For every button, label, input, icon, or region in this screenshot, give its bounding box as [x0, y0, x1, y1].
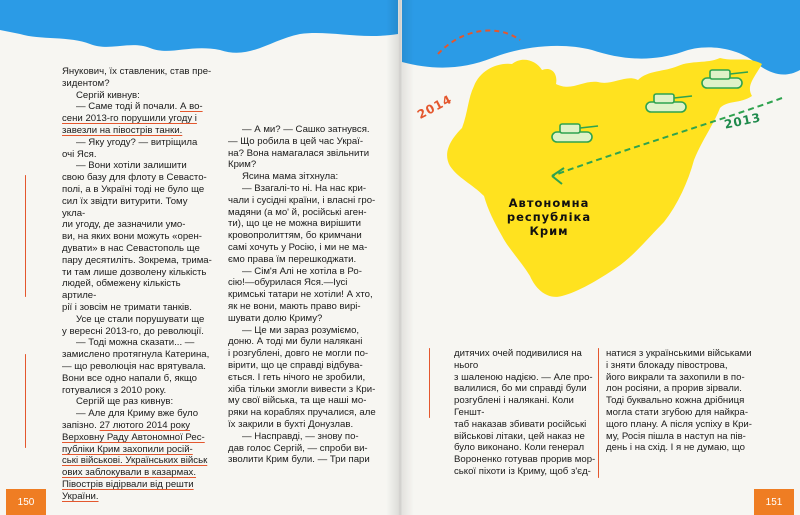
text-line: хіба тільки змогли вивести з Кри-: [228, 383, 376, 395]
text-column-3: [454, 348, 606, 478]
text-line: Тоді буквально кожна дрібниця: [606, 395, 745, 407]
text-line: чали і сусідні країни, і власні гро-: [228, 194, 376, 206]
text-line: вірити, що це справді відбува-: [228, 359, 363, 371]
text-line: Усе це стали порушувати ще: [76, 313, 205, 325]
text-line: ли угоду, де зазначили умо-: [62, 219, 186, 231]
text-column-4: [606, 348, 756, 454]
text-line: людей, обмежену кількість артиле-: [62, 278, 181, 302]
text-line: — А ми? — Сашко затнувся.: [242, 124, 370, 135]
text-line: Вороненко готував прорив мор-: [454, 454, 596, 466]
text-column-2: [228, 124, 378, 466]
text-line: зидентом?: [62, 77, 110, 89]
text-column-1: [62, 66, 212, 502]
text-line: — Тоді можна сказати... —: [76, 337, 195, 349]
year-label-2014: 2014: [414, 92, 455, 122]
text-line: Сергій ще раз кивнув:: [76, 396, 174, 408]
text-line: сил їх звідти витурити. Тому укла-: [62, 195, 188, 219]
text-line: ряки на кораблях пручалися, але: [228, 407, 376, 419]
text-line: свою базу для флоту в Севасто-: [62, 172, 207, 184]
text-line: дав голос Сергій, — спроби ви-: [228, 442, 368, 454]
text-line: розгублені і налякані. Коли Геншт-: [454, 395, 574, 418]
text-line: му, Росія пішла в наступ на пів-: [606, 430, 746, 442]
text-line: готувалися з 2010 року.: [62, 384, 167, 396]
text-line: і розгублені, довго не могли по-: [228, 348, 369, 360]
text-line: Ясина мама зітхнула:: [242, 171, 339, 183]
text-line: доню. А тоді ми були налякані: [228, 336, 363, 348]
map-label-line: Автономна: [508, 196, 590, 210]
text-line: пару десятиліть. Зокрема, трима-: [62, 254, 212, 266]
text-line: валилися, бо ми справді були: [454, 383, 587, 395]
peninsula-shape: [447, 58, 762, 297]
text-line: кримські татари не хотіли! А хто,: [228, 289, 373, 301]
page-number-label: 151: [765, 496, 783, 508]
text-line: замислено протягнула Катерина,: [62, 349, 210, 361]
text-line: ти там лише дозволену кількість: [62, 266, 207, 278]
text-line: самі хочуть у Росію, і ми не ма-: [228, 241, 368, 253]
text-line: дитячих очей подивилися на нього: [454, 348, 582, 371]
text-line: — Але для Криму вже було: [76, 408, 199, 420]
text-line: зволити Крим були. — Три пари: [228, 454, 370, 466]
left-page: [0, 0, 398, 515]
text-line: могла стати згубою для найкра-: [606, 406, 749, 418]
text-line: ється. І геть нічого не зробили,: [228, 371, 366, 383]
text-line: очі Яся.: [62, 148, 97, 160]
text-line: — Сім'я Алі не хотіла в Ро-: [242, 265, 362, 277]
margin-bracket-1: [25, 175, 26, 297]
text-line: публіки Крим захопили росій-: [62, 443, 193, 455]
text-line: ємо права їм перешкоджати.: [228, 253, 357, 265]
text-line: їх закрили в бухті Донузлав.: [228, 418, 354, 430]
text-line: — Що робила в цей час Украї-: [228, 135, 364, 147]
page-number-label: 150: [17, 496, 35, 508]
text-line: — Яку угоду? — витріщила: [76, 136, 198, 148]
text-line: військові літаки, цей наказ не: [454, 430, 585, 442]
text-line: щого плану. А після успіху в Кри-: [606, 418, 752, 430]
map-label-line: республіка: [506, 210, 592, 224]
text-line: як не вони, мають право вирі-: [228, 300, 361, 312]
text-line: сени 2013-го порушили угоду і: [62, 113, 197, 125]
text-line: кровопролиттям, бо кримчани: [228, 230, 362, 242]
text-line: у вересні 2013-го, до революції.: [62, 325, 204, 337]
text-line: лон росіяни, а прорив зірвали.: [606, 383, 742, 395]
text-line: Вони все одно напали б, якщо: [62, 372, 197, 384]
text-line: день і на схід. І я не думаю, що: [606, 442, 746, 454]
text-line: і зняти блокаду півострова,: [606, 359, 728, 371]
text-line: — Це ми зараз розуміємо,: [242, 324, 360, 336]
text-line: — Взагалі-то ні. На нас кри-: [242, 182, 367, 194]
map-region-label: [494, 196, 604, 238]
text-line: — Вони хотіли залишити: [76, 160, 187, 172]
right-page: [402, 0, 800, 515]
text-line: запізно. 27 лютого 2014 року: [62, 419, 191, 431]
text-line: рії і зовсім не тримати танків.: [62, 301, 192, 313]
text-line: му свої війська, та ще наші мо-: [228, 395, 367, 407]
text-line: Верховну Раду Автономної Рес-: [62, 431, 205, 443]
text-line: Сергій кивнув:: [76, 89, 140, 101]
text-line: ти), що це не можна вирішити: [228, 218, 362, 230]
page-number-left: [6, 489, 46, 515]
margin-bracket-3: [429, 348, 430, 418]
text-line: шувати долю Криму?: [228, 312, 323, 324]
text-line: мадяни (а мо' й, російські аген-: [228, 206, 367, 218]
text-line: таб наказав збивати російські: [454, 418, 587, 430]
crimea-map: [402, 0, 800, 340]
text-line: завезли на півострів танки.: [62, 124, 183, 136]
text-line: ські військові. Українських військ: [62, 455, 208, 467]
text-line: Крим?: [228, 159, 257, 171]
sea-splash-left: [0, 0, 398, 70]
margin-bracket-2: [25, 354, 26, 448]
text-line: — Насправді, — знову по-: [242, 430, 359, 442]
text-line: ових заблокували в казармах.: [62, 467, 197, 479]
text-line: Янукович, їх ставленик, став пре-: [62, 66, 212, 77]
text-line: — Саме тоді й почали. А во-: [76, 101, 203, 113]
text-line: його викрали та захопили в по-: [606, 371, 745, 383]
text-line: натися з українськими військами: [606, 348, 752, 359]
text-line: України.: [62, 490, 99, 502]
text-line: на? Вона намагалася звільнити: [228, 147, 370, 159]
text-line: ської піхоти із Криму, щоб з'єд-: [454, 465, 591, 477]
text-line: Півострів відірвали від решти: [62, 478, 194, 490]
text-line: сію!—обурилася Яся.—Іусі: [228, 277, 348, 289]
year-label-2013: 2013: [722, 110, 763, 132]
text-line: полі, а в Україні тоді не було ще: [62, 183, 205, 195]
text-line: дувати» в нас Севастополь ще: [62, 242, 200, 254]
text-line: ви, на яких вони можуть «орен-: [62, 231, 202, 243]
text-line: було виконано. Коли генерал: [454, 442, 585, 454]
map-label-line: Крим: [529, 224, 569, 238]
text-line: з шаленою надією. — Але про-: [454, 371, 593, 383]
page-number-right: [754, 489, 794, 515]
text-line: — що революція нас врятувала.: [62, 360, 206, 372]
